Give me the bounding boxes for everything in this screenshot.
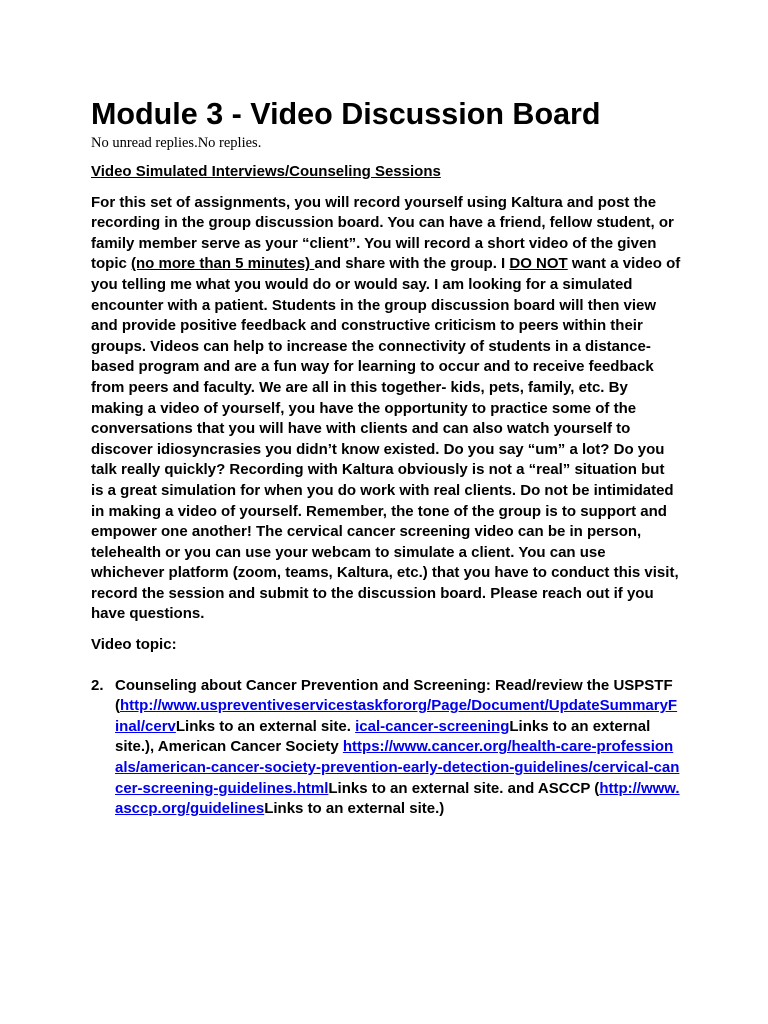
description-text-3: want a video of you telling me what you would do or would say. I am looking for a simulated encounter with a patient. Students in the group discussion board will then view and provide positive feedback and constructive criticism to peers within their groups. Videos can help to increase the connectivity of students in a distance-based program and are a fun way for learning to occur and to receive feedback from peers and faculty. We are all in this together- kids, pets, family, etc. By making a video of yourself, you have the opportunity to practice some of the conversations that you will have with clients and can also watch yourself to discover idiosyncrasies you didn’t know existed. Do you say “um” a lot? Do you talk really quickly? Recording with Kaltura obviously is not a “real” situation but is a great simulation for when you do work with real clients. Do not be intimidated in making a video of yourself. Remember, the tone of the group is to support and empower one another! The cervical cancer screening video can be in person, telehealth or you can use your webcam to simulate a client. You can use whichever platform (zoom, teams, Kaltura, etc.) that you have to conduct this visit, record the session and submit to the discussion board. Please reach out if you have questions. [91, 255, 681, 623]
external-site-note: Links to an external site. [264, 800, 440, 818]
description-text-2: and share with the group. I [314, 255, 510, 273]
document-page [91, 94, 681, 820]
reply-status: No unread replies.No replies. [91, 135, 262, 151]
assignment-description [91, 193, 681, 625]
topic-close-paren: ) [439, 800, 445, 818]
video-topic-label: Video topic: [91, 636, 177, 654]
page-title: Module 3 - Video Discussion Board [91, 97, 601, 131]
description-text-1: For this set of assignments, you will record yourself using Kaltura and post the recording in the group discussion board. You can have a friend, fellow student, or family member serve as your “client”. You will record a short video of the given topic [91, 193, 674, 273]
uspstf-link-part-2[interactable]: ical-cancer-screening [355, 717, 510, 735]
topic-body [115, 676, 681, 820]
topic-list-item [91, 676, 681, 820]
acs-intro: ), American Cancer Society [145, 738, 343, 756]
external-site-note: Links to an external site. [175, 717, 356, 735]
topic-intro: Counseling about Cancer Prevention and Screening: Read/review the USPSTF ( [115, 676, 673, 715]
time-limit-note: (no more than 5 minutes) [131, 255, 315, 273]
asccp-guidelines-link[interactable]: http://www.asccp.org/guidelines [115, 779, 680, 818]
asccp-intro: and ASCCP ( [503, 779, 600, 797]
section-subheading: Video Simulated Interviews/Counseling Sessions [91, 163, 441, 180]
uspstf-link-part-1[interactable]: http://www.uspreventiveservicestaskfororg/Page/Document/UpdateSummaryFinal/cerv [115, 697, 678, 735]
external-site-note: Links to an external site. [328, 779, 504, 797]
topic-number: 2. [91, 676, 104, 694]
external-site-note: Links to an external site. [115, 717, 651, 756]
acs-guidelines-link[interactable]: https://www.cancer.org/health-care-professionals/american-cancer-society-prevention-early-detection-guidelines/cervical-cancer-screening-guidelines.html [115, 738, 680, 797]
do-not-emphasis: DO NOT [509, 255, 568, 273]
